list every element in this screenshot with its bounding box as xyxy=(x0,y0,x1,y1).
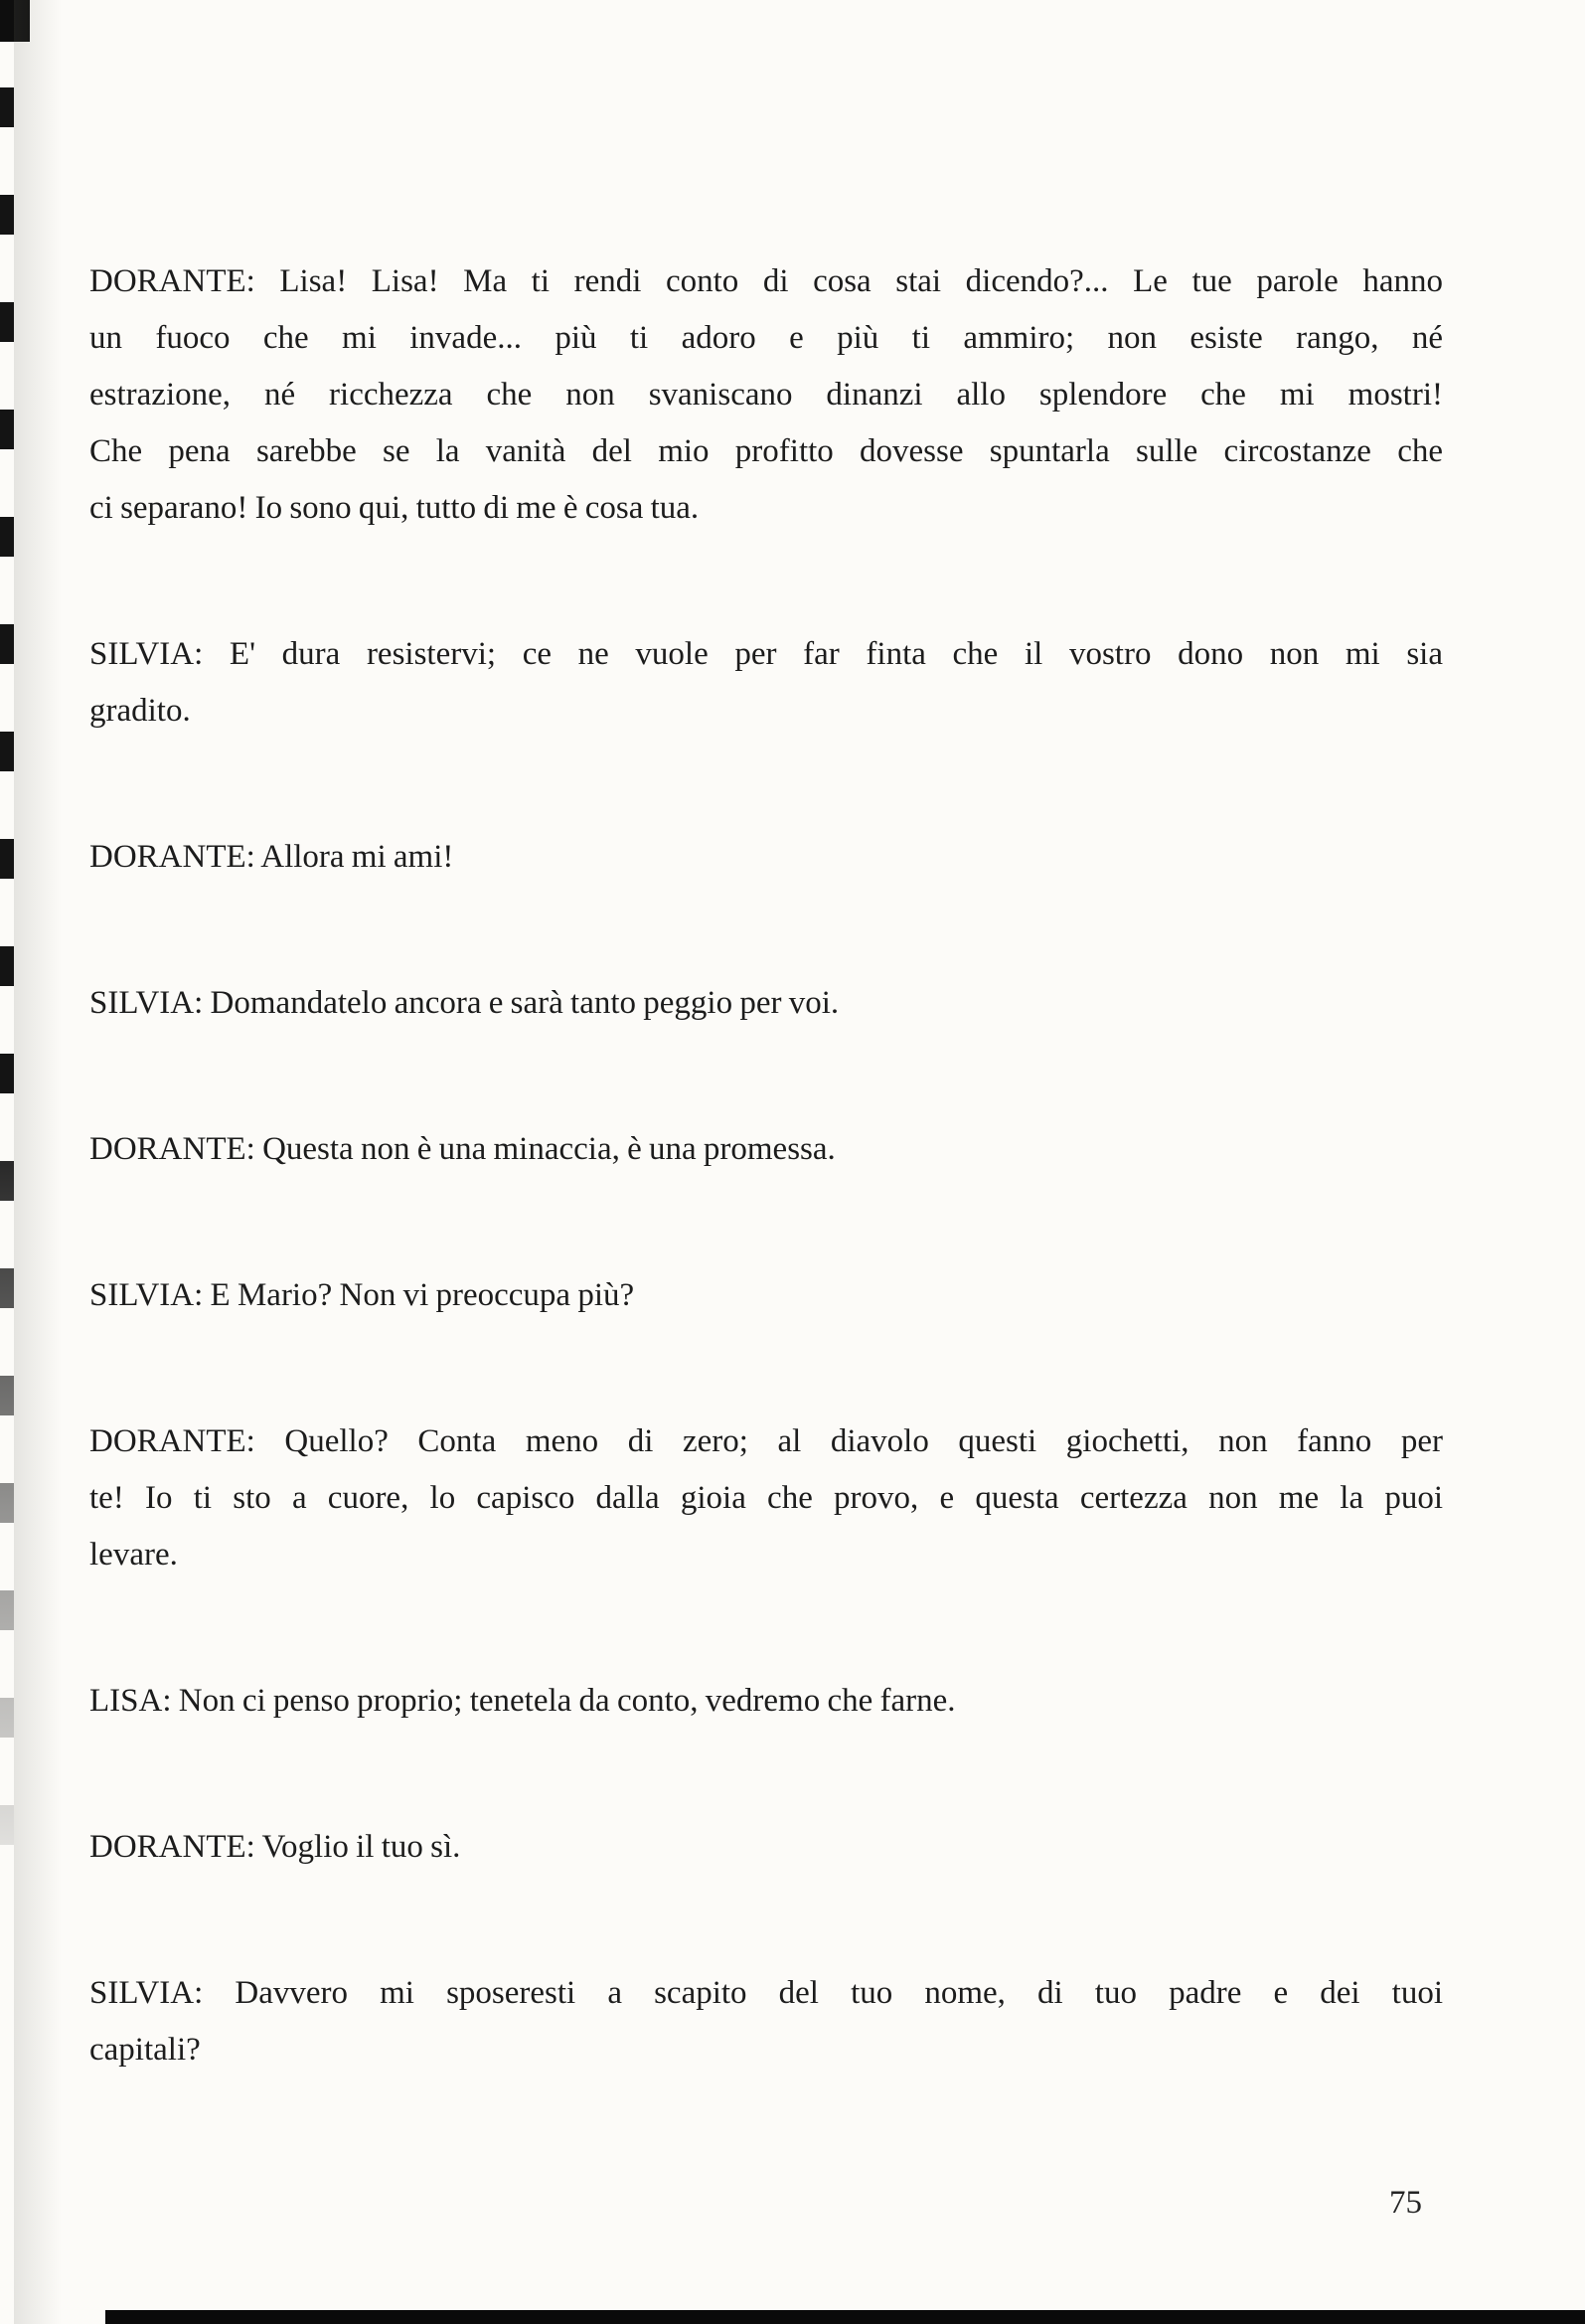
text-line: un fuoco che mi invade... più ti adoro e più ti ammiro; non esiste rango, né xyxy=(89,320,1443,356)
dialogue-paragraph-dorante xyxy=(89,1121,1443,1178)
dialogue-text-block xyxy=(89,253,1443,2168)
text-line: levare. xyxy=(89,1537,178,1573)
dialogue-paragraph-silvia xyxy=(89,626,1443,740)
dialogue-paragraph-silvia xyxy=(89,1267,1443,1324)
binding-holes-marks xyxy=(0,87,14,1912)
text-line: ci separano! Io sono qui, tutto di me è cosa tua. xyxy=(89,490,700,526)
text-line: LISA: Non ci penso proprio; tenetela da conto, vedremo che farne. xyxy=(89,1683,956,1719)
text-line: gradito. xyxy=(89,693,191,729)
text-line: DORANTE: Lisa! Lisa! Ma ti rendi conto di cosa stai dicendo?... Le tue parole hanno xyxy=(89,263,1443,299)
text-line: capitali? xyxy=(89,2032,201,2068)
dialogue-paragraph-silvia xyxy=(89,1965,1443,2078)
text-line: DORANTE: Allora mi ami! xyxy=(89,839,454,875)
dialogue-paragraph-lisa xyxy=(89,1673,1443,1730)
text-line: SILVIA: Domandatelo ancora e sarà tanto peggio per voi. xyxy=(89,985,840,1021)
dialogue-paragraph-dorante xyxy=(89,1413,1443,1583)
text-line: DORANTE: Voglio il tuo sì. xyxy=(89,1829,461,1865)
text-line: DORANTE: Questa non è una minaccia, è una promessa. xyxy=(89,1131,836,1167)
text-line: DORANTE: Quello? Conta meno di zero; al diavolo questi giochetti, non fanno per xyxy=(89,1423,1443,1459)
dialogue-paragraph-dorante xyxy=(89,829,1443,886)
text-line: Che pena sarebbe se la vanità del mio profitto dovesse spuntarla sulle circostanze che xyxy=(89,433,1443,469)
dialogue-paragraph-dorante xyxy=(89,253,1443,537)
dialogue-paragraph-silvia xyxy=(89,975,1443,1032)
text-line: SILVIA: E' dura resistervi; ce ne vuole per far finta che il vostro dono non mi sia xyxy=(89,636,1443,672)
text-line: estrazione, né ricchezza che non svaniscano dinanzi allo splendore che mi mostri! xyxy=(89,377,1443,413)
text-line: SILVIA: Davvero mi sposeresti a scapito del tuo nome, di tuo padre e dei tuoi xyxy=(89,1975,1443,2011)
dialogue-paragraph-dorante xyxy=(89,1819,1443,1876)
scan-bottom-bar xyxy=(105,2310,1585,2324)
text-line: te! Io ti sto a cuore, lo capisco dalla gioia che provo, e questa certezza non me la puoi xyxy=(89,1480,1443,1516)
page-number: 75 xyxy=(1389,2185,1422,2221)
page-edge-shadow xyxy=(14,0,62,2324)
text-line: SILVIA: E Mario? Non vi preoccupa più? xyxy=(89,1277,635,1313)
